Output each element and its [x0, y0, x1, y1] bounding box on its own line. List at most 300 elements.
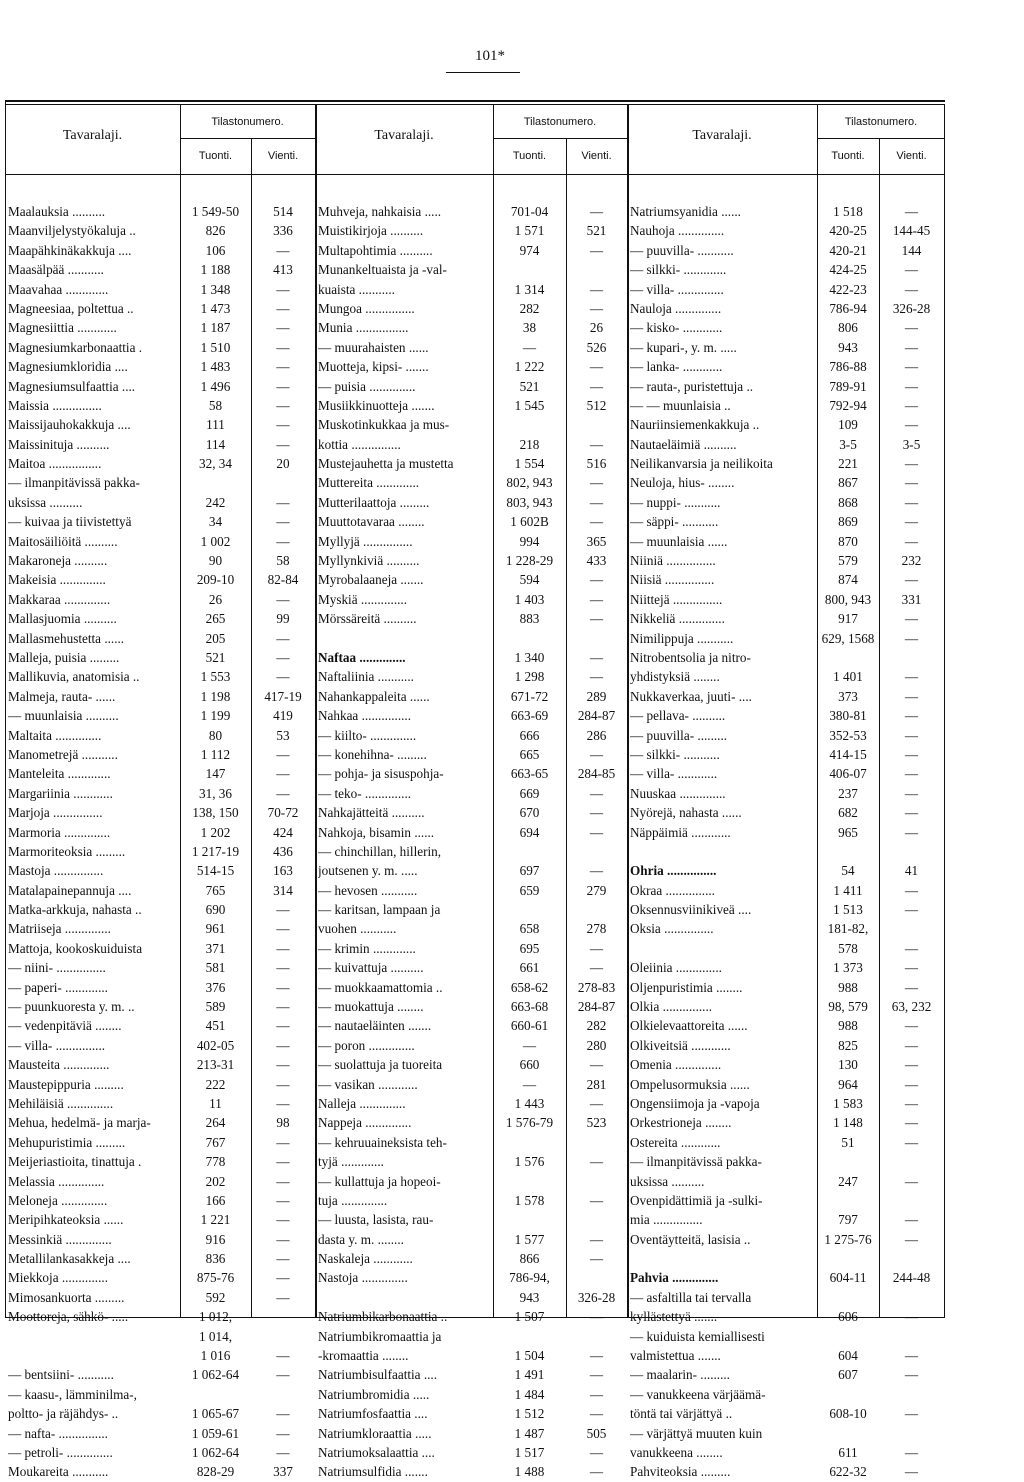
table-row — [630, 280, 944, 299]
vienti-value: — — [276, 1057, 290, 1073]
vienti-value: — — [589, 863, 604, 879]
table-row — [630, 1385, 944, 1404]
tuonti-value: 660-61 — [510, 1018, 549, 1034]
vienti-value: 284-87 — [577, 999, 616, 1015]
table-row — [630, 551, 944, 570]
item-name: — hevosen ........... — [318, 882, 418, 898]
vienti-value: — — [276, 979, 290, 995]
item-name: — pellava- .......... — [630, 708, 726, 724]
item-name: — nautaeläinten ....... — [318, 1018, 432, 1034]
tuonti-value: 701-04 — [510, 204, 549, 219]
tuonti-value: 209-10 — [196, 572, 235, 588]
tuonti-value: 658 — [519, 921, 540, 937]
tuonti-value: 221 — [838, 456, 858, 472]
tuonti-value: 1 553 — [200, 669, 231, 685]
vienti-value: — — [276, 960, 290, 976]
item-name: Oleiinia .............. — [630, 960, 722, 976]
item-name: Ompelusormuksia ...... — [630, 1076, 750, 1092]
vienti-value: — — [276, 1289, 290, 1305]
tuonti-value: 90 — [208, 553, 223, 569]
tuonti-value: 282 — [519, 300, 540, 316]
tuonti-value: 1 473 — [200, 300, 231, 316]
vienti-value: 336 — [273, 223, 293, 239]
tuonti-value: 663-65 — [510, 766, 549, 782]
tuonti-value: 521 — [519, 378, 540, 394]
tuonti-value: 1 012, — [199, 1309, 232, 1325]
vienti-value: — — [904, 320, 919, 336]
item-name: — kisko- ............ — [630, 320, 723, 336]
vienti-value: — — [589, 805, 604, 821]
vienti-value: 289 — [586, 688, 607, 704]
item-name: — rauta-, puristettuja .. — [630, 378, 754, 394]
item-name: vanukkeena ........ — [630, 1445, 723, 1460]
vienti-value: 514 — [273, 204, 293, 219]
item-name: Myskiä .............. — [318, 591, 408, 607]
item-name: Natriumkloraattia ..... — [318, 1425, 432, 1441]
vienti-value: 284-85 — [577, 766, 616, 782]
item-name: Nahkoja, bisamin ...... — [318, 824, 435, 840]
tuonti-value: 1 221 — [200, 1212, 231, 1228]
vienti-value: — — [276, 417, 290, 433]
tuonti-value: 669 — [519, 785, 540, 801]
vienti-value: — — [276, 300, 290, 316]
item-name: Myllyjä ............... — [318, 533, 413, 549]
item-name: Magnesiumkloridia .... — [8, 359, 128, 375]
tuonti-value: 181-82, — [827, 921, 869, 937]
vienti-value: 3-5 — [902, 436, 921, 452]
item-name: Mehiläisiä .............. — [8, 1095, 114, 1111]
item-name: dasta y. m. ........ — [318, 1231, 404, 1247]
vienti-value: — — [276, 1076, 290, 1092]
tuonti-value: 1 198 — [200, 688, 231, 704]
vienti-value: — — [904, 1406, 919, 1422]
table-row — [630, 1075, 944, 1094]
tuonti-value: 866 — [519, 1251, 540, 1267]
vienti-value: 53 — [276, 727, 290, 743]
item-name: Miekkoja .............. — [8, 1270, 108, 1286]
item-name: Mehupuristimia ......... — [8, 1134, 126, 1150]
item-name: Oksia ............... — [630, 921, 714, 937]
tuonti-value: 1 484 — [514, 1386, 545, 1402]
tuonti-value: — — [522, 1037, 537, 1053]
tuonti-value: 604 — [838, 1348, 858, 1364]
item-name: Makkaraa .............. — [8, 591, 111, 607]
vienti-value: — — [904, 339, 919, 355]
vienti-value: — — [276, 921, 290, 937]
item-name: Maavahaa ............. — [8, 281, 109, 297]
tuonti-value: 380-81 — [829, 708, 867, 724]
tuonti-value: 1 507 — [514, 1309, 545, 1325]
table-row — [630, 1133, 944, 1152]
header-tuonti-1: Tuonti. — [198, 150, 233, 162]
item-name: Magneesiaa, poltettua .. — [8, 300, 134, 316]
vienti-value: — — [904, 1445, 919, 1460]
vienti-value: — — [276, 1037, 290, 1053]
item-name: Maltaita .............. — [8, 727, 102, 743]
table-row — [630, 299, 944, 318]
vienti-value: — — [589, 242, 604, 258]
vienti-value: — — [904, 262, 919, 278]
item-name: — muokattuja ........ — [318, 999, 424, 1015]
tuonti-value: 1 148 — [833, 1115, 863, 1131]
item-name: — bentsiini- ........... — [8, 1367, 114, 1383]
header-vienti-3: Vienti. — [896, 150, 927, 162]
vienti-value: — — [589, 649, 604, 665]
item-name: tuja .............. — [318, 1192, 388, 1208]
vienti-value: — — [276, 630, 290, 646]
item-name: Natriumbromidia ..... — [318, 1386, 430, 1402]
vienti-value: — — [589, 1406, 604, 1422]
tuonti-value: 1 059-61 — [191, 1425, 240, 1441]
vienti-value: — — [904, 1076, 919, 1092]
vienti-value: — — [276, 902, 290, 918]
vienti-value: — — [904, 940, 919, 956]
item-name: Oksennusviinikiveä .... — [630, 902, 752, 918]
vienti-value: — — [904, 281, 919, 297]
tuonti-value: 1 513 — [833, 902, 863, 918]
vienti-value: — — [276, 242, 290, 258]
tuonti-value: 1 577 — [514, 1231, 545, 1247]
header-tavaralaji-3: Tavaralaji. — [692, 128, 752, 143]
item-name: Natriumbikarbonaattia .. — [318, 1309, 448, 1325]
tuonti-value: 205 — [205, 630, 226, 646]
tuonti-value: 1 512 — [514, 1406, 545, 1422]
item-name: — värjättyä muuten kuin — [630, 1425, 763, 1441]
vienti-value: — — [276, 1018, 290, 1034]
tuonti-value: 611 — [838, 1445, 858, 1460]
vienti-value: 523 — [586, 1115, 607, 1131]
tuonti-value: 222 — [205, 1076, 226, 1092]
item-name: Meripihkateoksia ...... — [8, 1212, 124, 1228]
item-name: Natriumfosfaattia .... — [318, 1406, 428, 1422]
tuonti-value: 147 — [205, 766, 226, 782]
tuonti-value: 608-10 — [829, 1406, 867, 1422]
vienti-value: — — [904, 533, 919, 549]
tuonti-value: 422-23 — [829, 281, 867, 297]
vienti-value: — — [276, 649, 290, 665]
tuonti-value: 1 199 — [200, 708, 231, 724]
tuonti-value: 1 298 — [514, 669, 545, 685]
item-name: — villa- ............ — [630, 766, 718, 782]
item-name: Meijeriastioita, tinattuja . — [8, 1154, 142, 1170]
item-name: Maustepippuria ......... — [8, 1076, 124, 1092]
tuonti-value: 80 — [208, 727, 223, 743]
vienti-value: 26 — [589, 320, 604, 336]
tuonti-value: 213-31 — [196, 1057, 235, 1073]
tuonti-value: 778 — [205, 1154, 226, 1170]
item-name: — muunlaisia ...... — [630, 533, 728, 549]
table-row — [630, 648, 944, 667]
table-row — [630, 1443, 944, 1462]
tuonti-value: 202 — [205, 1173, 226, 1189]
tuonti-value: 1 554 — [514, 456, 545, 472]
tuonti-value: 592 — [205, 1289, 226, 1305]
vienti-value: — — [904, 824, 919, 840]
tuonti-value: 451 — [205, 1018, 226, 1034]
item-name: Nautaeläimiä .......... — [630, 436, 737, 452]
vienti-value: — — [904, 611, 919, 627]
item-name: — ilmanpitävissä pakka- — [630, 1154, 762, 1170]
item-name: — teko- .............. — [318, 785, 412, 801]
item-name: — muurahaisten ...... — [318, 339, 429, 355]
tuonti-value: 869 — [838, 514, 858, 530]
vienti-value: — — [904, 785, 919, 801]
tuonti-value: 665 — [519, 746, 540, 762]
item-name: — pohja- ja sisuspohja- — [318, 766, 444, 782]
vienti-value: — — [904, 1095, 919, 1111]
vienti-value: — — [276, 591, 290, 607]
tuonti-value: 868 — [838, 494, 858, 510]
table-row — [630, 609, 944, 628]
tuonti-value: 237 — [838, 785, 858, 801]
tuonti-value: 1 504 — [514, 1348, 545, 1364]
tuonti-value: 1 228-29 — [505, 553, 554, 569]
vienti-value: — — [276, 1445, 290, 1460]
tuonti-value: 589 — [205, 999, 226, 1015]
item-name: Nappeja .............. — [318, 1115, 412, 1131]
tuonti-value: 964 — [838, 1076, 858, 1092]
vienti-value: — — [276, 999, 290, 1015]
item-name: Nahankappaleita ...... — [318, 688, 430, 704]
tuonti-value: 660 — [519, 1057, 540, 1073]
tuonti-value: 247 — [838, 1173, 858, 1189]
tuonti-value: 867 — [838, 475, 858, 491]
vienti-value: 286 — [586, 727, 607, 743]
table-row — [630, 493, 944, 512]
tuonti-value: 414-15 — [829, 746, 867, 762]
item-name: Magnesiumsulfaattia .... — [8, 378, 136, 394]
header-tilastonumero-1: Tilastonumero. — [211, 116, 284, 128]
vienti-value: — — [589, 1348, 604, 1364]
item-name: Nyörejä, nahasta ...... — [630, 805, 742, 821]
tuonti-value: 1 314 — [514, 281, 545, 297]
column-3-body — [630, 202, 944, 1482]
table-row — [630, 1152, 944, 1171]
vienti-value: — — [276, 766, 290, 782]
item-name: Muistikirjoja .......... — [318, 223, 424, 239]
vienti-value: — — [589, 475, 604, 491]
item-name: Ostereita ............ — [630, 1134, 721, 1150]
vienti-value: 70-72 — [267, 805, 299, 821]
item-name: Olkielevaattoreita ...... — [630, 1018, 748, 1034]
vienti-value: — — [904, 1212, 919, 1228]
vienti-value: — — [276, 1425, 290, 1441]
vienti-value: — — [904, 572, 919, 588]
item-name: Natriumbikromaattia ja — [318, 1328, 442, 1344]
item-name: — vasikan ............ — [318, 1076, 418, 1092]
vienti-value: — — [904, 1367, 919, 1383]
item-name: Nukkaverkaa, juuti- .... — [630, 688, 752, 704]
vienti-value: — — [904, 688, 919, 704]
vienti-value: — — [904, 766, 919, 782]
tuonti-value: 789-91 — [829, 378, 867, 394]
tuonti-value: 1 202 — [200, 824, 231, 840]
vienti-value: — — [589, 785, 604, 801]
item-name: töntä tai värjättyä .. — [630, 1406, 733, 1422]
item-name: Manteleita ............. — [8, 766, 111, 782]
item-name: Oventäytteitä, lasisia .. — [630, 1231, 751, 1247]
vienti-value: 99 — [276, 611, 290, 627]
table-row — [630, 667, 944, 686]
vienti-value: — — [589, 1192, 604, 1208]
vienti-value: — — [589, 1464, 604, 1480]
item-name: Maitosäiliöitä .......... — [8, 533, 118, 549]
tuonti-value: 663-68 — [510, 999, 549, 1015]
item-name: Mallikuvia, anatomisia .. — [8, 669, 140, 685]
vienti-value: 41 — [904, 863, 919, 879]
item-name: — muunlaisia .......... — [8, 708, 119, 724]
tuonti-value: 994 — [519, 533, 540, 549]
tuonti-value: 130 — [838, 1057, 858, 1073]
tuonti-value: 264 — [205, 1115, 226, 1131]
tuonti-value: 800, 943 — [824, 591, 872, 607]
table-row — [630, 415, 944, 434]
vienti-value: 279 — [586, 882, 607, 898]
item-name: joutsenen y. m. ..... — [318, 863, 418, 879]
item-name: — suolattuja ja tuoreita — [318, 1057, 443, 1073]
top-rule — [5, 100, 945, 102]
item-name: — asfaltilla tai tervalla — [630, 1289, 752, 1305]
vienti-value: — — [904, 378, 919, 394]
item-name: Muuttotavaraa ........ — [318, 514, 425, 530]
vienti-value: — — [904, 979, 919, 995]
tuonti-value: 917 — [838, 611, 858, 627]
vienti-value: — — [589, 960, 604, 976]
item-name: — karitsan, lampaan ja — [318, 902, 441, 918]
item-name: Olkia ............... — [630, 999, 713, 1015]
tuonti-value: 31, 36 — [199, 785, 232, 801]
item-name: Metallilankasakkeja .... — [8, 1251, 131, 1267]
vienti-value: — — [589, 1231, 604, 1247]
item-name: Natriumsulfidia ....... — [318, 1464, 428, 1480]
vienti-value: — — [276, 940, 290, 956]
tuonti-value: 825 — [838, 1037, 858, 1053]
item-name: Nikkeliä .............. — [630, 611, 725, 627]
vienti-value: — — [589, 204, 604, 219]
table-row — [630, 861, 944, 880]
item-name: — vanukkeena värjäämä- — [630, 1386, 766, 1402]
item-name: Messinkiä .............. — [8, 1231, 112, 1247]
item-name: Pahvia .............. — [630, 1270, 719, 1286]
tuonti-value: 1 222 — [514, 359, 545, 375]
vienti-value: — — [904, 359, 919, 375]
vienti-value: 433 — [586, 553, 607, 569]
item-name: Niittejä ............... — [630, 591, 723, 607]
tuonti-value: 11 — [209, 1095, 222, 1111]
vienti-value: — — [276, 746, 290, 762]
item-name: — kullattuja ja hopeoi- — [318, 1173, 441, 1189]
item-name: Moukareita ........... — [8, 1464, 109, 1480]
table-row — [630, 1307, 944, 1326]
tuonti-value: 663-69 — [510, 708, 549, 724]
vienti-value: — — [276, 1406, 290, 1422]
vienti-value: 337 — [273, 1464, 293, 1480]
vienti-value: — — [276, 1251, 290, 1267]
tuonti-value: 1 373 — [833, 960, 863, 976]
tuonti-value: 138, 150 — [192, 805, 239, 821]
item-name: — poron .............. — [318, 1037, 415, 1053]
tuonti-value: 58 — [208, 397, 223, 413]
item-name: Oljenpuristimia ........ — [630, 979, 743, 995]
item-name: Maitoa ................ — [8, 456, 102, 472]
tuonti-value: 1 062-64 — [191, 1367, 240, 1383]
tuonti-value: 32, 34 — [199, 456, 232, 472]
tuonti-value: 1 487 — [514, 1425, 545, 1441]
item-name: — kehruuaineksista teh- — [318, 1134, 447, 1150]
item-name: Naskaleja ............ — [318, 1251, 413, 1267]
table-row — [630, 221, 944, 240]
vienti-value: — — [589, 436, 604, 452]
table-row — [630, 1210, 944, 1229]
tuonti-value: 514-15 — [196, 863, 235, 879]
tuonti-value: 34 — [208, 514, 223, 530]
item-name: tyjä ............. — [318, 1154, 384, 1170]
item-name: Neuloja, hius- ........ — [630, 475, 735, 491]
vienti-value: — — [904, 669, 919, 685]
table-row — [630, 784, 944, 803]
item-name: — silkki- ........... — [630, 746, 720, 762]
table-row — [630, 745, 944, 764]
item-name: Maapähkinäkakkuja .... — [8, 242, 132, 258]
vienti-value: — — [904, 1464, 919, 1480]
item-name: — krimin ............. — [318, 940, 416, 956]
vienti-value: 20 — [276, 456, 290, 472]
item-name: — konehihna- ......... — [318, 746, 427, 762]
tuonti-value: 666 — [519, 727, 540, 743]
vienti-value: — — [276, 1348, 290, 1364]
item-name: Ohria ............... — [630, 863, 717, 879]
item-name: Ongensiimoja ja -vapoja — [630, 1095, 760, 1111]
tuonti-value: 694 — [519, 824, 540, 840]
vienti-value: — — [904, 514, 919, 530]
tuonti-value: 1 217-19 — [191, 843, 240, 859]
page-number-rule — [446, 72, 520, 73]
item-name: Marmoriteoksia ......... — [8, 843, 126, 859]
table-row — [630, 823, 944, 842]
vienti-value: — — [276, 436, 290, 452]
vienti-value: — — [904, 1057, 919, 1073]
table-row — [630, 1249, 944, 1268]
vienti-value: — — [276, 320, 290, 336]
tuonti-value: 661 — [519, 960, 540, 976]
item-name: Pahviteoksia ......... — [630, 1464, 731, 1480]
tuonti-value: 218 — [519, 436, 540, 452]
vienti-value: — — [904, 727, 919, 743]
table-row — [630, 1288, 944, 1307]
tuonti-value: 1 517 — [514, 1445, 545, 1460]
tuonti-value: 1 112 — [200, 746, 231, 762]
item-name: Nuuskaa .............. — [630, 785, 726, 801]
tuonti-value: 828-29 — [196, 1464, 235, 1480]
tuonti-value: 836 — [205, 1251, 226, 1267]
item-name: uksissa .......... — [630, 1173, 705, 1189]
table-row — [630, 473, 944, 492]
vienti-value: 163 — [273, 863, 293, 879]
item-name: Maalauksia .......... — [8, 204, 106, 219]
vienti-value: — — [276, 669, 290, 685]
tuonti-value: 1 187 — [200, 320, 231, 336]
item-name: — puuvilla- ........... — [630, 242, 734, 258]
vienti-value: — — [589, 1251, 604, 1267]
vienti-value: — — [904, 960, 919, 976]
vienti-value: — — [276, 1173, 290, 1189]
tuonti-value: 988 — [838, 1018, 858, 1034]
item-name: Muhveja, nahkaisia ..... — [318, 204, 442, 219]
index-table — [5, 100, 945, 1480]
tuonti-value: 1 062-64 — [191, 1445, 240, 1460]
item-name: Malleja, puisia ......... — [8, 649, 120, 665]
vienti-value: — — [276, 378, 290, 394]
